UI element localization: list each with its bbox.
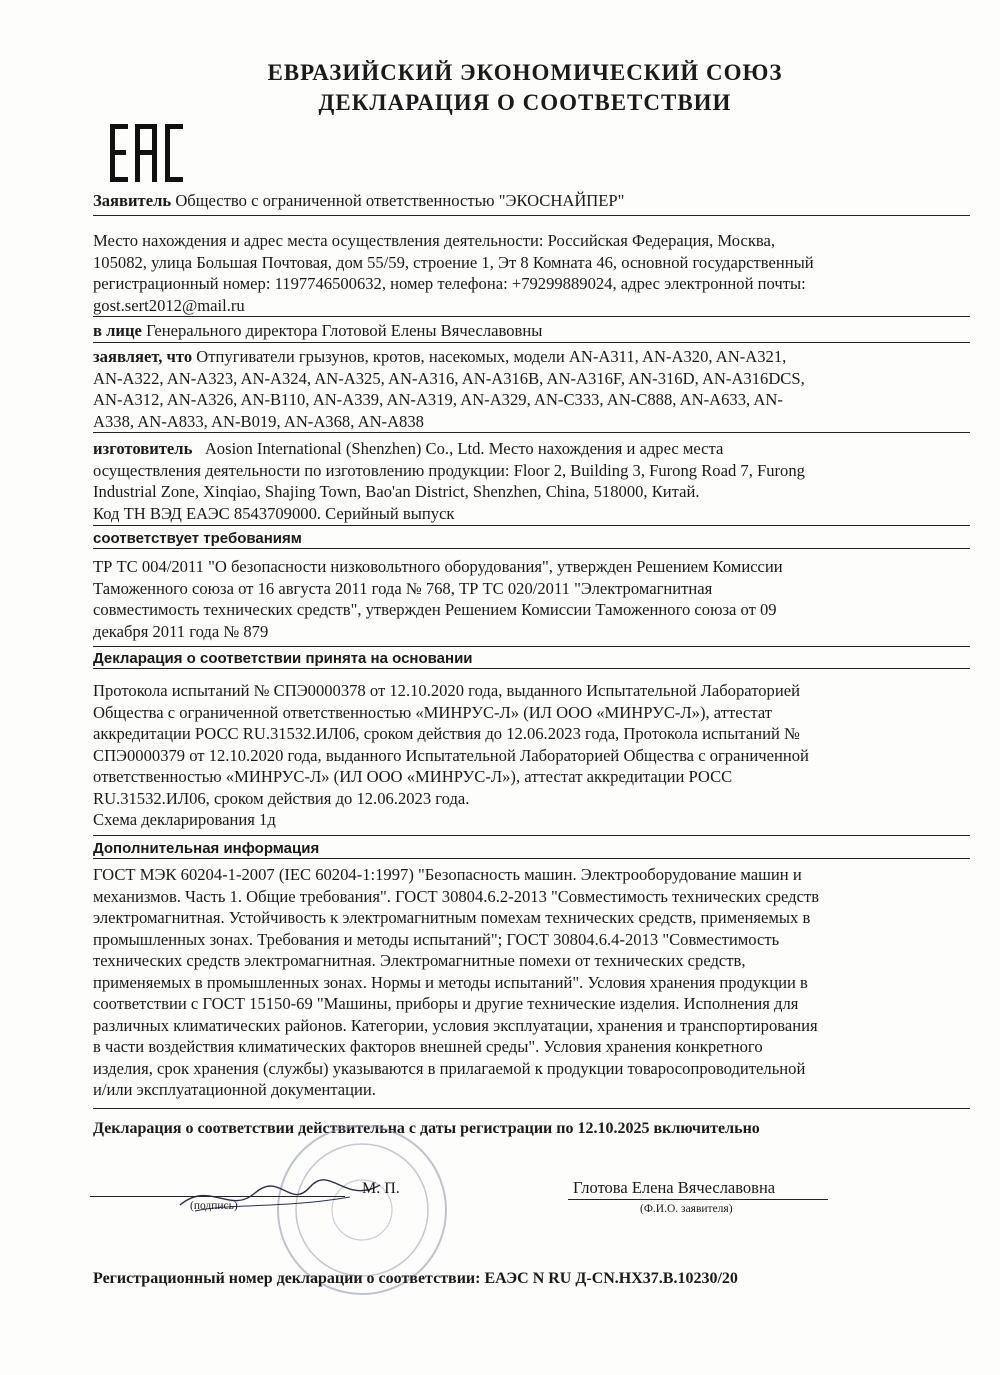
basis-line: СПЭ0000379 от 12.10.2020 года, выданного Испытательной Лабораторией Общества с ограниченной [93,745,809,765]
divider [93,525,970,526]
additional-line: применяемых в промышленных зонах. Нормы и методы испытаний". Условия хранения продукции в [93,972,808,992]
additional-line: соответствии с ГОСТ 15150-69 "Машины, приборы и другие технические изделия. Исполнения для [93,994,799,1013]
handwritten-signature [170,1175,390,1220]
manufacturer-line: Aosion International (Shenzhen) Co., Ltd. Место нахождения и адрес места [204,439,724,458]
divider [93,668,970,669]
divider [93,858,970,859]
address-line: Место нахождения и адрес места осуществления деятельности: Российская Федерация, Москва, [93,231,776,250]
additional-line: технических средств электромагнитная. Электромагнитные помехи от технических средств, [93,951,746,970]
declares-line: A338, AN-A833, AN-B019, AN-A368, AN-A838 [93,411,424,431]
requirements-line: совместимость технических средств", утвержден Решением Комиссии Таможенного союза от 09 [93,600,777,619]
divider [93,835,970,836]
address-block [93,230,973,316]
divider [93,316,970,317]
requirements-line: ТР ТС 004/2011 "О безопасности низковольтного оборудования", утвержден Решением Комиссии [93,557,783,576]
signature-line [90,1196,345,1197]
additional-label: Дополнительная информация [93,840,320,857]
signature-caption: (подпись) [190,1200,238,1212]
name-line [568,1199,828,1200]
divider [93,1108,970,1109]
representative-row [93,320,973,342]
requirements-label: соответствует требованиям [93,530,302,547]
additional-line: механизмов. Часть 1. Общие требования". ГОСТ 30804.6.2-2013 "Совместимость технических средств [93,886,820,906]
divider [93,215,970,216]
declares-label: заявляет, что [93,347,193,366]
basis-line: ответственностью «МИНРУС-Л» (ИЛ ООО «МИНРУС-Л»), аттестат аккредитации РОСС [93,767,733,786]
additional-line: промышленных зонах. Требования и методы испытаний"; ГОСТ 30804.6.4-2013 "Совместимость [93,929,780,949]
union-title: ЕВРАЗИЙСКИЙ ЭКОНОМИЧЕСКИЙ СОЮЗ [267,60,783,85]
declares-line: AN-A322, AN-A323, AN-A324, AN-A325, AN-A316, AN-A316B, AN-A316F, AN-316D, AN-A316DCS, [93,368,805,388]
representative-label: в лице [93,321,142,340]
eac-logo [108,122,186,184]
basis-line: аккредитации РОСС RU.31532.ИЛ06, сроком действия до 12.06.2023 года, Протокола испытаний № [93,724,800,743]
basis-label: Декларация о соответствии принята на основании [93,650,473,667]
requirements-line: Таможенного союза от 16 августа 2011 года № 768, ТР ТС 020/2011 "Электромагнитная [93,578,713,598]
manufacturer-line: Industrial Zone, Xinqiao, Shajing Town, Bao'an District, Shenzhen, China, 518000, Китай. [93,482,700,501]
applicant-label: Заявитель [93,191,172,210]
representative-value: Генерального директора Глотовой Елены Вячеславовны [146,321,543,340]
manufacturer-line: Код ТН ВЭД ЕАЭС 8543709000. Серийный выпуск [93,503,455,523]
registration-number: Регистрационный номер декларации о соответствии: ЕАЭС N RU Д-CN.НХ37.В.10230/20 [93,1270,738,1287]
declares-line: AN-A312, AN-A326, AN-B110, AN-A339, AN-A319, AN-A329, AN-C333, AN-C888, AN-A633, AN- [93,390,783,409]
basis-line: Общества с ограниченной ответственностью «МИНРУС-Л» (ИЛ ООО «МИНРУС-Л»), аттестат [93,702,773,722]
address-line: 105082, улица Большая Почтовая, дом 55/59, строение 1, Эт 8 Комната 46, основной государственный [93,252,814,272]
applicant-value: Общество с ограниченной ответственностью "ЭКОСНАЙПЕР" [175,191,625,210]
document-title: ДЕКЛАРАЦИЯ О СООТВЕТСТВИИ [318,90,732,115]
basis-block [93,680,973,831]
additional-block [93,864,973,1101]
stamp-label: М. П. [362,1180,400,1197]
additional-line: в части воздействия климатических факторов внешней среды". Условия хранения конкретного [93,1037,763,1056]
address-line: регистрационный номер: 1197746500632, номер телефона: +79299889024, адрес электронной почты: [93,274,806,293]
declares-line: Отпугиватели грызунов, кротов, насекомых, модели AN-A311, AN-A320, AN-A321, [196,347,787,366]
requirements-block [93,556,973,642]
manufacturer-block [93,438,973,524]
applicant-name: Глотова Елена Вячеславовна [573,1178,776,1197]
basis-line: RU.31532.ИЛ06, сроком действия до 12.06.2023 года. [93,788,470,808]
basis-line: Протокола испытаний № СПЭ0000378 от 12.10.2020 года, выданного Испытательной Лабораторией [93,681,800,700]
name-caption: (Ф.И.О. заявителя) [640,1203,733,1215]
divider [93,646,970,647]
validity-line: Декларация о соответствии действительна с даты регистрации по 12.10.2025 включительно [93,1120,760,1137]
address-line: gost.sert2012@mail.ru [93,295,245,315]
additional-line: различных климатических районов. Категории, условия эксплуатации, хранения и транспортирования [93,1015,818,1035]
manufacturer-line: осуществления деятельности по изготовлению продукции: Floor 2, Building 3, Furong Road 7, Furong [93,460,805,480]
scheme-line: Схема декларирования 1д [93,810,276,829]
additional-line: и/или эксплуатационной документации. [93,1080,376,1099]
applicant-row [93,190,973,212]
declares-block [93,346,973,432]
manufacturer-label: изготовитель [93,439,193,458]
divider [93,342,970,343]
additional-line: изделия, срок хранения (службы) указываются в прилагаемой к продукции товаросопроводительной [93,1058,806,1078]
requirements-line: декабря 2011 года № 879 [93,621,269,641]
additional-line: электромагнитная. Устойчивость к электромагнитным помехам технических средств, применяемых в [93,908,811,927]
divider [93,548,970,549]
additional-line: ГОСТ МЭК 60204-1-2007 (IEC 60204-1:1997) "Безопасность машин. Электрооборудование машин и [93,865,802,884]
divider [93,432,970,433]
